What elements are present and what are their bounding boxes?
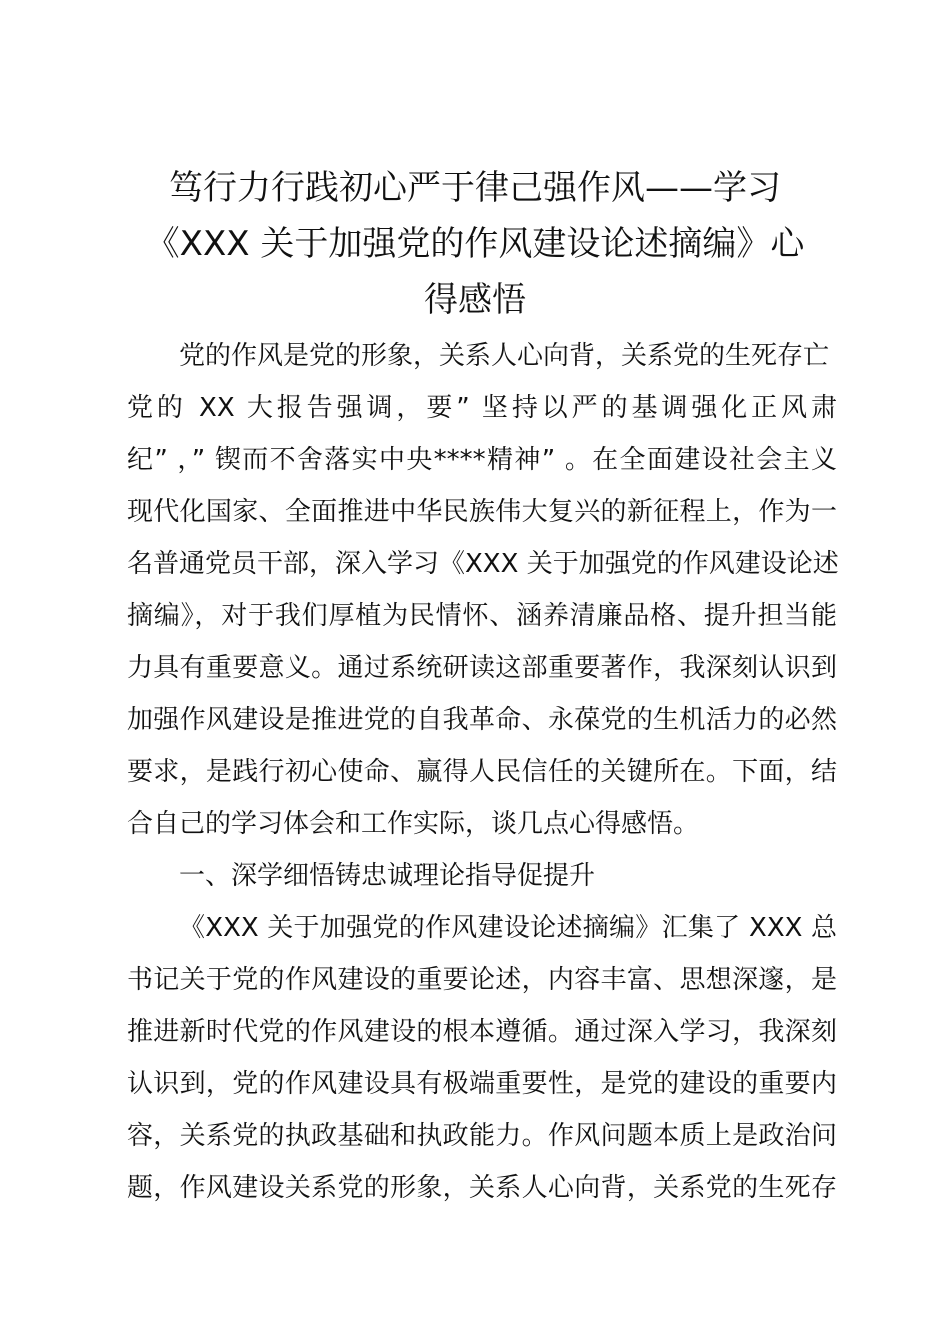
paragraph-line: 《XXX 关于加强党的作风建设论述摘编》汇集了 XXX 总 [179,913,837,943]
document-title [120,160,830,328]
paragraph-line: 党的作风是党的形象，关系人心向背，关系党的生死存亡 [179,341,830,371]
paragraph-line: 名普通党员干部，深入学习《XXX 关于加强党的作风建设论述 [127,549,839,579]
paragraph-line: 纪” ，” 锲而不舍落实中央****精神” 。在全面建设社会主义 [127,445,837,475]
paragraph-line: 合自己的学习体会和工作实际，谈几点心得感悟。 [127,809,700,839]
paragraph-line: 推进新时代党的作风建设的根本遵循。通过深入学习，我深刻 [127,1017,837,1047]
paragraph-line: 现代化国家、全面推进中华民族伟大复兴的新征程上，作为一 [127,497,837,527]
paragraph-line: 书记关于党的作风建设的重要论述，内容丰富、思想深邃，是 [127,965,837,995]
section-heading: 一、深学细悟铸忠诚理论指导促提升 [179,861,596,891]
document-body [127,330,837,1214]
paragraph-line: 党的 XX 大报告强调，要” 坚持以严的基调强化正风肃 [127,393,837,423]
title-line: 得感悟 [424,280,526,320]
paragraph-line: 力具有重要意义。通过系统研读这部重要著作，我深刻认识到 [127,653,837,683]
paragraph-line: 摘编》，对于我们厚植为民情怀、涵养清廉品格、提升担当能 [127,601,837,631]
paragraph-line: 加强作风建设是推进党的自我革命、永葆党的生机活力的必然 [127,705,837,735]
paragraph-line: 要求，是践行初心使命、赢得人民信任的关键所在。下面，结 [127,757,837,787]
title-line: 笃行力行践初心严于律己强作风——学习 [169,168,781,208]
paragraph-line: 题，作风建设关系党的形象，关系人心向背，关系党的生死存 [127,1173,837,1203]
paragraph-line: 容，关系党的执政基础和执政能力。作风问题本质上是政治问 [127,1121,837,1151]
title-line: 《XXX 关于加强党的作风建设论述摘编》心 [145,224,805,264]
paragraph-line: 认识到，党的作风建设具有极端重要性，是党的建设的重要内 [127,1069,837,1099]
